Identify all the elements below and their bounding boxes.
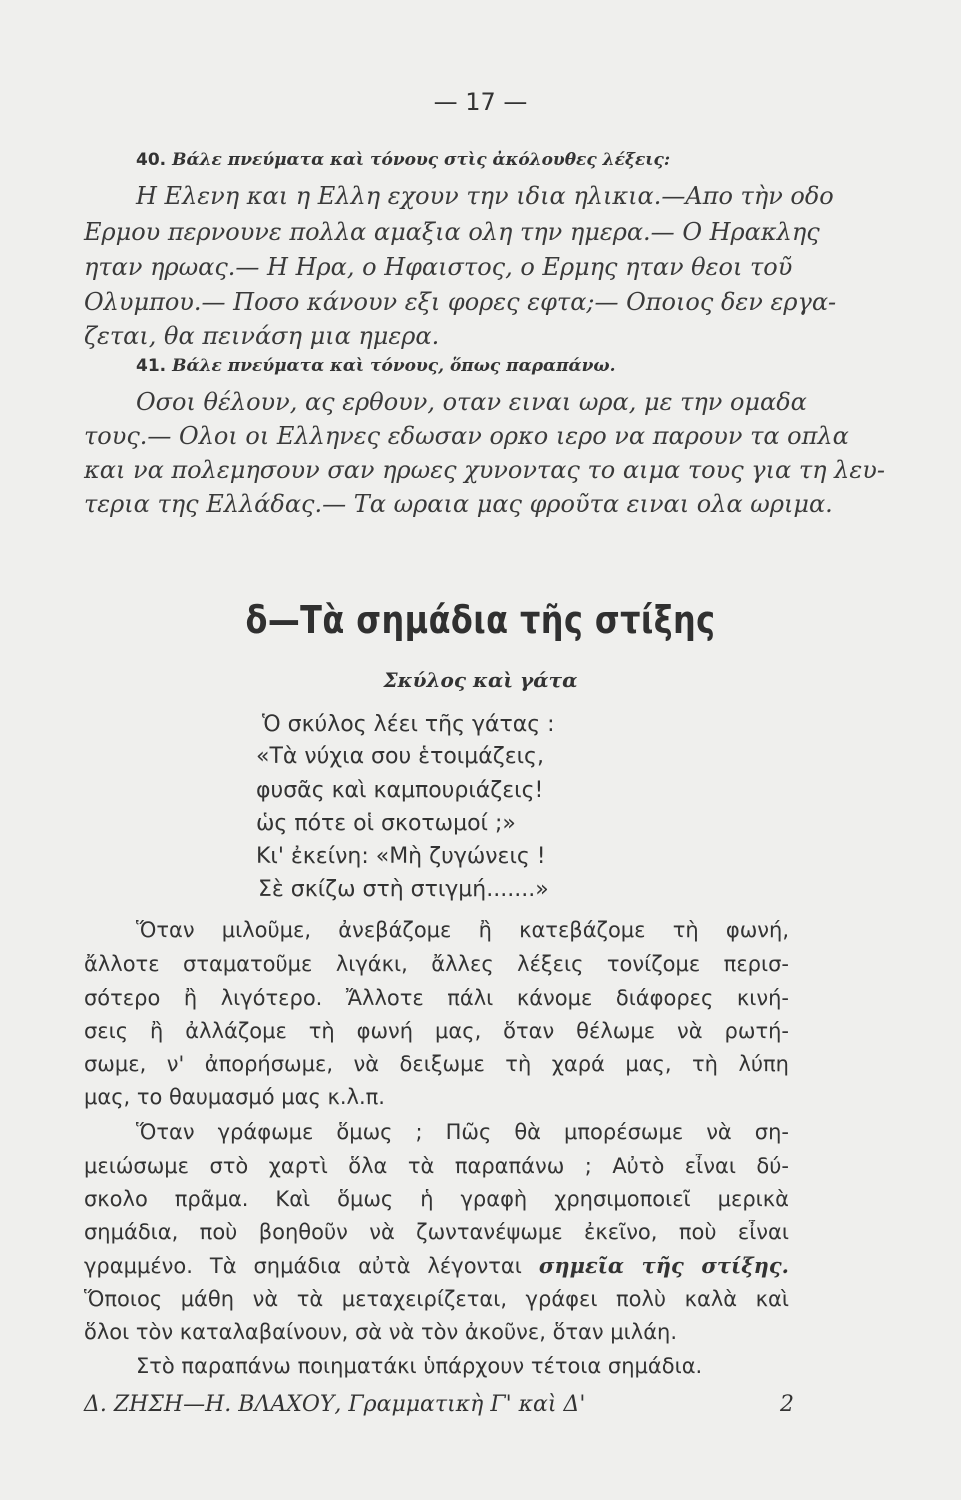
- exercise-41-heading: [136, 356, 616, 376]
- paragraph-2-line-prefix: γραμμένο. Τὰ σημάδια αὐτὰ λέγονται: [84, 1254, 539, 1278]
- poem-line: Κι' ἐκείνη: «Μὴ ζυγώνεις !: [256, 844, 546, 869]
- exercise-40-line: Ολυμπου.— Ποσο κάνουν εξι φορες εφτα;— Οποιος δεν εργα-: [84, 288, 837, 316]
- exercise-40-line: ηταν ηρωας.— Η Ηρα, ο Ηφαιστος, ο Ερμης ηταν θεοι τοῦ: [84, 253, 793, 281]
- exercise-40-heading: [136, 150, 670, 170]
- paragraph-2-line: Ὅταν γράφωμε ὅμως ; Πῶς θὰ μπορέσωμε νὰ ση-: [136, 1120, 789, 1144]
- paragraph-2-line: ὅλοι τὸν καταλαβαίνουν, σὰ νὰ τὸν ἀκοῦνε, ὅταν μιλάη.: [84, 1320, 678, 1344]
- poem-line: «Τὰ νύχια σου ἑτοιμάζεις,: [256, 744, 544, 769]
- paragraph-1-line: σεις ἢ ἀλλάζομε τὴ φωνή μας, ὅταν θέλωμε νὰ ρωτή-: [84, 1019, 789, 1043]
- poem-line: φυσᾶς καὶ καμπουριάζεις!: [256, 778, 544, 803]
- footer-sheet-number: 2: [780, 1392, 794, 1417]
- paragraph-1-line: μας, το θαυμασμό μας κ.λ.π.: [84, 1085, 385, 1109]
- paragraph-2-line: σκολο πρᾶμα. Καὶ ὅμως ἡ γραφὴ χρησιμοποιεῖ μερικὰ: [84, 1187, 789, 1211]
- footer-signature: Δ. ΖΗΣΗ—Η. ΒΛΑΧΟΥ, Γραμματικὴ Γ' καὶ Δ': [84, 1392, 586, 1417]
- punctuation-term: σημεῖα τῆς στίξης.: [538, 1253, 789, 1278]
- poem-line: Ὁ σκύλος λέει τῆς γάτας :: [262, 712, 555, 737]
- paragraph-2-line: Ὅποιος μάθη νὰ τὰ μεταχειρίζεται, γράφει πολὺ καλὰ καὶ: [84, 1287, 789, 1311]
- poem-title: Σκύλος καὶ γάτα: [383, 668, 578, 692]
- paragraph-2-line: σημάδια, ποὺ βοηθοῦν νὰ ζωντανέψωμε ἐκεῖνο, ποὺ εἶναι: [84, 1220, 789, 1244]
- paragraph-1-line: σότερο ἢ λιγότερο. Ἄλλοτε πάλι κάνομε διάφορες κινή-: [84, 986, 789, 1010]
- poem-line: Σὲ σκίζω στὴ στιγμή.......»: [258, 877, 549, 902]
- exercise-40-instruction: Βάλε πνεύματα καὶ τόνους στὶς ἀκόλουθες λέξεις:: [172, 150, 671, 170]
- exercise-41-line: τερια της Ελλάδας.— Τα ωραια μας φροῦτα ειναι ολα ωριμα.: [84, 490, 833, 518]
- paragraph-2-emphasis-line: [84, 1253, 789, 1283]
- paragraph-1-line: σωμε, ν' ἀπορήσωμε, νὰ δειξωμε τὴ χαρά μας, τὴ λύπη: [84, 1052, 789, 1076]
- exercise-41-line: και να πολεμησουν σαν ηρωες χυνοντας το αιμα τους για τη λευ-: [84, 456, 885, 484]
- footer: [84, 1392, 794, 1424]
- poem-line: ὡς πότε οἱ σκοτωμοί ;»: [256, 811, 516, 836]
- page-number: — 17 —: [433, 88, 528, 116]
- exercise-41-instruction: Βάλε πνεύματα καὶ τόνους, ὅπως παραπάνω.: [172, 356, 616, 376]
- paragraph-1-line: Ὅταν μιλοῦμε, ἀνεβάζομε ἢ κατεβάζομε τὴ φωνή,: [136, 918, 789, 942]
- exercise-41-line: Οσοι θέλουν, ας ερθουν, οταν ειναι ωρα, με την ομαδα: [136, 388, 807, 416]
- exercise-40-line: Ερμου περνουνε πολλα αμαξια ολη την ημερα.— Ο Ηρακλης: [84, 218, 820, 246]
- section-title: δ—Τὰ σημάδια τῆς στίξης: [245, 598, 716, 642]
- paragraph-1-line: ἄλλοτε σταματοῦμε λιγάκι, ἄλλες λέξεις τονίζομε περισ-: [84, 952, 789, 976]
- exercise-41-number: 41.: [136, 356, 167, 376]
- paragraph-3-line: Στὸ παραπάνω ποιηματάκι ὑπάρχουν τέτοια σημάδια.: [136, 1354, 703, 1378]
- exercise-40-line: ζεται, θα πεινάση μια ημερα.: [84, 322, 440, 350]
- paragraph-2-line: μειώσωμε στὸ χαρτὶ ὅλα τὰ παραπάνω ; Αὐτὸ εἶναι δύ-: [84, 1154, 789, 1178]
- exercise-41-line: τους.— Ολοι οι Ελληνες εδωσαν ορκο ιερο να παρουν τα οπλα: [84, 422, 849, 450]
- exercise-40-number: 40.: [136, 150, 167, 170]
- exercise-40-line: Η Ελενη και η Ελλη εχουν την ιδια ηλικια.—Απο τὴν οδο: [136, 182, 834, 210]
